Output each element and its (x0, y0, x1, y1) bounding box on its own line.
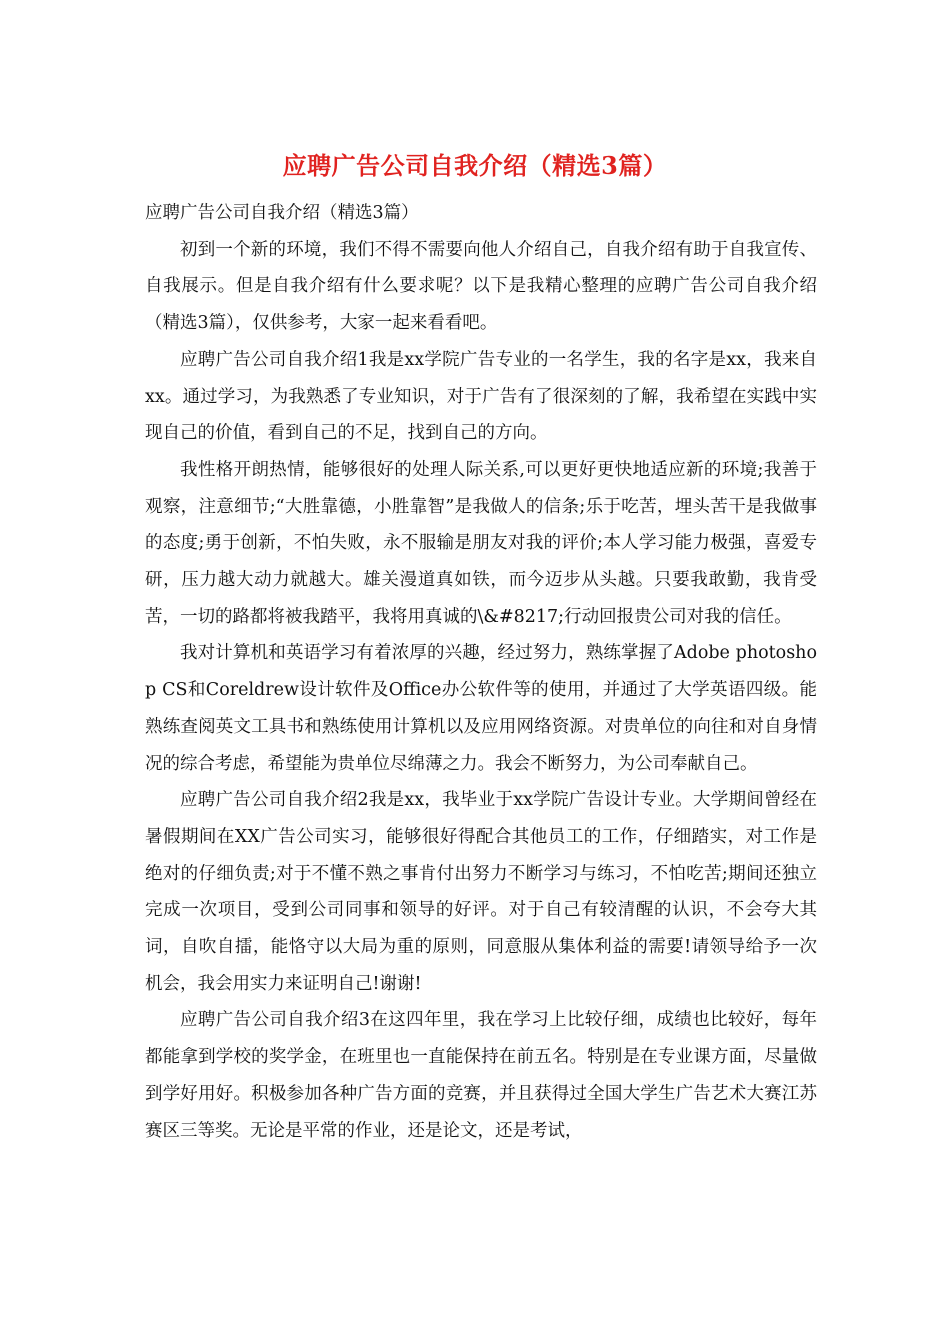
paragraph: 应聘广告公司自我介绍3在这四年里，我在学习上比较仔细，成绩也比较好，每年都能拿到学校的奖学金，在班里也一直能保持在前五名。特别是在专业课方面，尽量做到学好用好。积极参加各种广告方面的竞赛，并且获得过全国大学生广告艺术大赛江苏赛区三等奖。无论是平常的作业，还是论文，还是考试， (145, 1010, 817, 1141)
paragraph: 我性格开朗热情，能够很好的处理人际关系,可以更好更快地适应新的环境;我善于观察，注意细节;“大胜靠德，小胜靠智”是我做人的信条;乐于吃苦，埋头苦干是我做事的态度;勇于创新，不怕失败，永不服输是朋友对我的评价;本人学习能力极强，喜爱专研，压力越大动力就越大。雄关漫道真如铁，而今迈步从头越。只要我敢勤，我肯受苦，一切的路都将被我踏平，我将用真诚的\&#8217;行动回报贵公司对我的信任。 (145, 459, 817, 627)
document-subtitle: 应聘广告公司自我介绍（精选3篇） (145, 203, 419, 223)
paragraph: 初到一个新的环境，我们不得不需要向他人介绍自己，自我介绍有助于自我宣传、自我展示。但是自我介绍有什么要求呢？以下是我精心整理的应聘广告公司自我介绍（精选3篇），仅供参考，大家一起来看看吧。 (145, 239, 817, 334)
paragraph: 我对计算机和英语学习有着浓厚的兴趣，经过努力，熟练掌握了Adobe photoshop CS和Coreldrew设计软件及Office办公软件等的使用，并通过了大学英语四级。能熟练查阅英文工具书和熟练使用计算机以及应用网络资源。对贵单位的向往和对自身情况的综合考虑，希望能为贵单位尽绵薄之力。我会不断努力，为公司奉献自己。 (145, 643, 817, 774)
paragraph: 应聘广告公司自我介绍1我是xx学院广告专业的一名学生，我的名字是xx，我来自xx。通过学习，为我熟悉了专业知识，对于广告有了很深刻的了解，我希望在实践中实现自己的价值，看到自己的不足，找到自己的方向。 (145, 349, 817, 444)
document-body (145, 195, 817, 1149)
document-title: 应聘广告公司自我介绍（精选3篇） (282, 151, 668, 180)
paragraph: 应聘广告公司自我介绍2我是xx，我毕业于xx学院广告设计专业。大学期间曾经在暑假期间在XX广告公司实习，能够很好得配合其他员工的工作，仔细踏实，对工作是绝对的仔细负责;对于不懂不熟之事肯付出努力不断学习与练习，不怕吃苦;期间还独立完成一次项目，受到公司同事和领导的好评。对于自己有较清醒的认识，不会夸大其词，自吹自擂，能恪守以大局为重的原则，同意服从集体利益的需要!请领导给予一次机会，我会用实力来证明自己!谢谢! (145, 790, 817, 994)
